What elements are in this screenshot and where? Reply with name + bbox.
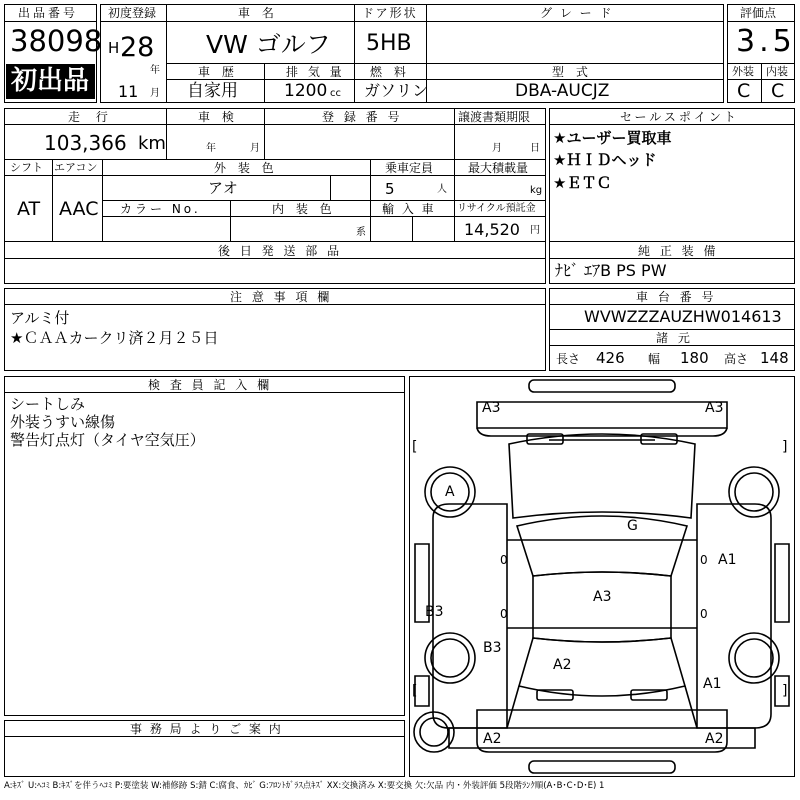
inspector-line-3: 警告灯点灯（タイヤ空気圧）	[10, 431, 205, 449]
dims-label: 諸 元	[656, 331, 693, 345]
regno-label: 登 録 番 号	[322, 110, 403, 124]
reg-label: 初度登録	[108, 6, 157, 20]
len-label: 長さ	[556, 352, 581, 366]
fuel-label: 燃 料	[370, 65, 410, 79]
mark-b3-left-2: B3	[483, 640, 502, 656]
recycle-value: 14,520	[464, 220, 520, 239]
lot-number: 38098	[10, 24, 103, 58]
load-label: 最大積載量	[468, 161, 529, 175]
ac-label: エアコン	[54, 161, 98, 174]
equip-value: ﾅﾋﾞ ｴｱB PS PW	[555, 261, 667, 280]
tr-month-unit: 月	[492, 143, 502, 154]
mark-b3-left: B3	[425, 604, 444, 620]
disp-value: 1200	[284, 81, 328, 101]
score-value: 3.5	[736, 24, 796, 59]
intcolor-label: 内 装 色	[272, 202, 336, 216]
hgt-value: 148	[760, 349, 789, 367]
mileage-unit: km	[138, 133, 166, 154]
len-value: 426	[596, 349, 625, 367]
mark-zero-3: 0	[500, 607, 508, 621]
recycle-unit: 円	[530, 225, 540, 236]
wid-value: 180	[680, 349, 709, 367]
mark-bracket-l2: [	[412, 683, 418, 699]
shift-value: AT	[17, 198, 41, 220]
model-label: 型 式	[552, 65, 592, 79]
mark-zero-1: 0	[500, 553, 508, 567]
lot-label: 出品番号	[18, 6, 79, 20]
reg-era: H	[108, 39, 120, 57]
int-grade: C	[771, 80, 785, 102]
mark-a3-center: A3	[593, 589, 612, 605]
mark-a-wheel: A	[445, 484, 455, 500]
notes-line-1: アルミ付	[10, 309, 70, 327]
import-label: 輸 入 車	[382, 202, 436, 216]
name-label: 車 名	[238, 6, 278, 20]
mark-a1-right: A1	[718, 552, 737, 568]
tr-day-unit: 日	[530, 143, 540, 154]
intcolor-unit: 系	[356, 227, 366, 238]
wid-label: 幅	[648, 352, 661, 366]
chassis-label: 車 台 番 号	[636, 290, 717, 304]
sales-point-1: ★ユーザー買取車	[553, 129, 672, 147]
mileage-value: 103,366	[44, 131, 127, 155]
color-value: アオ	[208, 179, 238, 197]
mark-bracket-l1: [	[412, 439, 418, 455]
shift-label: シフト	[10, 161, 43, 174]
history-label: 車 歴	[198, 65, 238, 79]
seats-label: 乗車定員	[385, 161, 434, 175]
mark-zero-2: 0	[700, 553, 708, 567]
grade-label: グ レ ー ド	[540, 6, 614, 20]
color-label: 外 装 色	[214, 161, 278, 175]
mark-a3-top-right: A3	[705, 400, 724, 416]
notes-label: 注 意 事 項 欄	[230, 290, 333, 304]
mark-bracket-r2: ]	[782, 683, 788, 699]
door-label: ドア形状	[362, 6, 418, 20]
ext-grade: C	[737, 80, 751, 102]
sales-point-2: ★ＨＩＤヘッド	[553, 151, 657, 169]
fuel-value: ガソリン	[364, 81, 429, 100]
seats-value: 5	[385, 180, 395, 198]
sales-label: セールスポイント	[620, 110, 739, 124]
reg-month: 11	[118, 82, 139, 101]
reg-year: 28	[120, 32, 155, 63]
inspection-label: 車 検	[198, 110, 238, 124]
mark-bracket-r1: ]	[782, 439, 788, 455]
model-value: DBA-AUCJZ	[515, 81, 610, 101]
disp-unit: cc	[330, 88, 341, 99]
door-value: 5HB	[366, 31, 412, 56]
transfer-label: 譲渡書類期限	[458, 110, 531, 124]
int-label: 内装	[766, 65, 788, 78]
ext-label: 外装	[732, 65, 754, 78]
sales-point-3: ★ＥＴＣ	[553, 174, 612, 192]
first-listing-text: 初出品	[11, 66, 90, 96]
chassis-number: WVWZZZAUZHW014613	[584, 307, 782, 326]
reg-month-unit: 月	[150, 88, 160, 99]
equip-label: 純 正 装 備	[638, 244, 719, 258]
insp-month-unit: 月	[250, 143, 260, 154]
parts-label: 後 日 発 送 部 品	[218, 244, 343, 258]
mark-a2-center: A2	[553, 657, 572, 673]
seats-unit: 人	[437, 184, 447, 195]
reg-year-unit: 年	[150, 65, 160, 76]
mark-a2-bottom-left: A2	[483, 731, 502, 747]
load-unit: kg	[530, 185, 543, 196]
recycle-label: リサイクル預託金	[457, 203, 536, 214]
inspector-label: 検 査 員 記 入 欄	[148, 378, 273, 392]
legend-text: A:ｷｽﾞ U:ﾍｺﾐ B:ｷｽﾞを伴うﾍｺﾐ P:要塗装 W:補修跡 S:錆 C:腐食、ｶﾋﾞ G:ﾌﾛﾝﾄｶﾞﾗｽ点ｷｽﾞ XX:交換済み X:要交換 欠:欠品 内・外装評価 5段階ﾗﾝｸ順(A･B･C･D･E) 1	[4, 781, 605, 791]
score-label: 評価点	[740, 6, 777, 20]
car-name: VW ゴルフ	[206, 30, 331, 59]
notes-line-2: ★ＣＡＡカークリ済２月２５日	[10, 329, 219, 347]
insp-year-unit: 年	[206, 143, 216, 154]
mark-g: G	[627, 518, 638, 534]
office-label: 事 務 局 よ り ご 案 内	[130, 722, 283, 736]
inspector-line-2: 外装うすい線傷	[10, 413, 116, 431]
mileage-label: 走 行	[68, 110, 114, 124]
disp-label: 排 気 量	[286, 65, 345, 79]
inspector-line-1: シートしみ	[10, 395, 86, 413]
mark-zero-4: 0	[700, 607, 708, 621]
mark-a1-bottom-right: A1	[703, 676, 722, 692]
mark-a2-bottom-right: A2	[705, 731, 724, 747]
mark-a3-top-left: A3	[482, 400, 501, 416]
history-value: 自家用	[187, 81, 238, 101]
ac-value: AAC	[59, 198, 99, 220]
car-diagram	[409, 376, 795, 777]
colorno-label: カラー No.	[120, 202, 201, 216]
hgt-label: 高さ	[724, 352, 749, 366]
